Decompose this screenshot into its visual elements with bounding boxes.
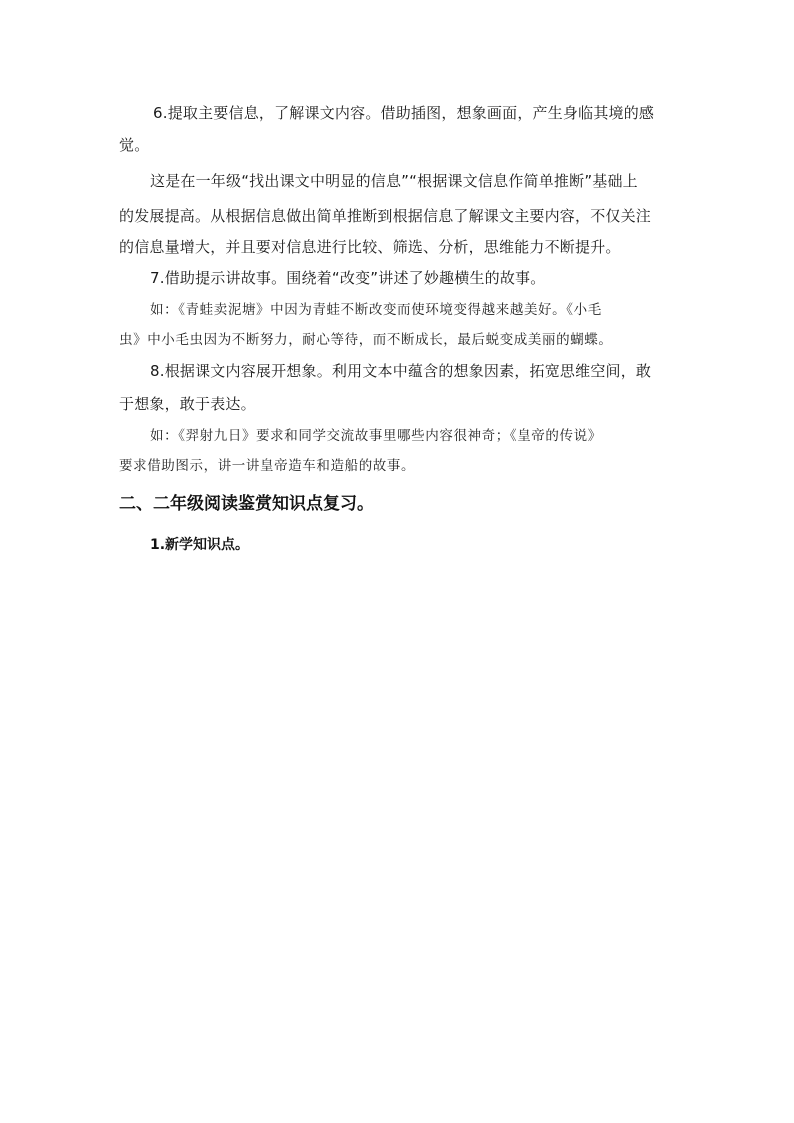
item-7-example-line-1: 如：《青蛙卖泥塘》中因为青蛙不断改变而使环境变得越来越美好。《小毛 — [150, 302, 602, 318]
item-8-example-line-2: 要求借助图示，讲一讲皇帝造车和造船的故事。 — [119, 458, 416, 474]
explanation-line-1: 这是在一年级“找出课文中明显的信息”“根据课文信息作简单推断”基础上 — [150, 172, 638, 190]
item-8-line-1: 8.根据课文内容展开想象。利用文本中蕴含的想象因素，拓宽思维空间，敢 — [150, 362, 652, 380]
item-6-line-2: 觉。 — [119, 136, 150, 154]
item-6-line-1: 6.提取主要信息，了解课文内容。借助插图，想象画面，产生身临其境的感 — [153, 104, 655, 122]
item-8-line-2: 于想象，敢于表达。 — [119, 395, 256, 413]
item-7-line-1: 7.借助提示讲故事。围绕着“改变”讲述了妙趣横生的故事。 — [150, 269, 546, 287]
section-2-subheading: 1.新学知识点。 — [150, 537, 250, 553]
item-7-example-line-2: 虫》中小毛虫因为不断努力，耐心等待，而不断成长，最后蜕变成美丽的蝴蝶。 — [119, 332, 613, 348]
explanation-line-2: 的发展提高。从根据信息做出简单推断到根据信息了解课文主要内容，不仅关注 — [119, 207, 652, 225]
item-8-example-line-1: 如：《羿射九日》要求和同学交流故事里哪些内容很神奇；《皇帝的传说》 — [150, 428, 602, 444]
explanation-line-3: 的信息量增大，并且要对信息进行比较、筛选、分析，思维能力不断提升。 — [119, 238, 621, 256]
section-2-heading: 二、二年级阅读鉴赏知识点复习。 — [119, 494, 374, 514]
